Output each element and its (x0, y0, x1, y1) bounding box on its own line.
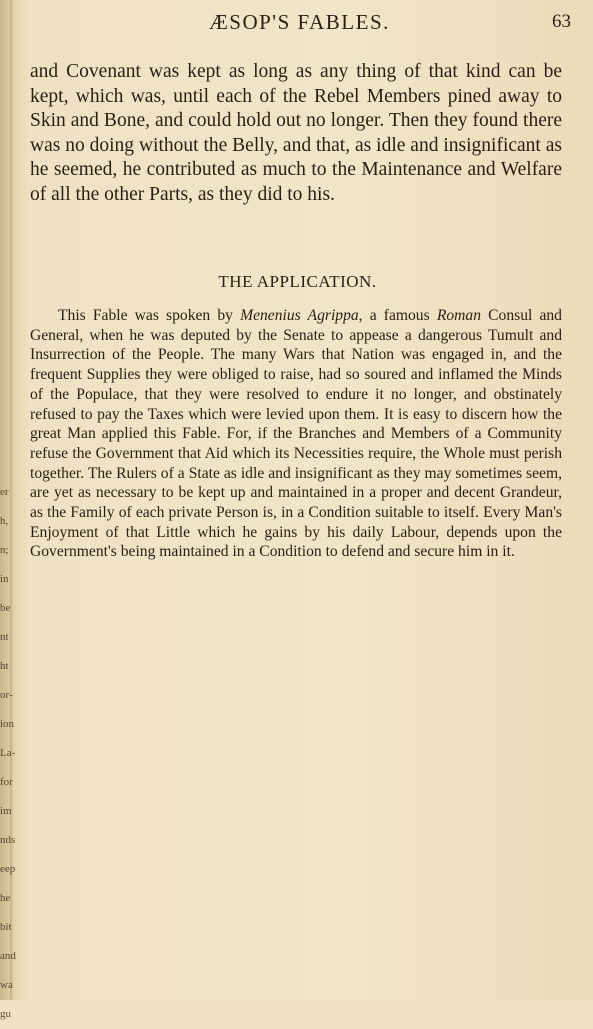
margin-fragment: he (0, 892, 11, 904)
margin-fragment: er (0, 486, 9, 498)
margin-fragment: nds (0, 834, 16, 846)
margin-fragment: h, (0, 515, 9, 527)
margin-fragment: n; (0, 544, 9, 556)
running-head (28, 10, 571, 36)
application-paragraph (30, 306, 562, 562)
margin-fragment: ht (0, 660, 9, 672)
margin-bleedthrough (0, 478, 22, 1029)
margin-fragment: im (0, 805, 12, 817)
margin-fragment: ion (0, 718, 15, 730)
margin-fragment: and (0, 950, 16, 962)
margin-fragment: for (0, 776, 13, 788)
running-title: ÆSOP'S FABLES. (209, 10, 390, 34)
margin-fragment: be (0, 602, 11, 614)
application-heading: THE APPLICATION. (218, 272, 377, 291)
margin-fragment: wa (0, 979, 13, 991)
word-roman: Roman (436, 307, 481, 324)
page-number: 63 (552, 11, 571, 32)
margin-fragment: or- (0, 689, 13, 701)
margin-fragment: nt (0, 631, 9, 643)
fable-paragraph: and Covenant was kept as long as any thing of that kind can be kept, which was, until each of the Rebel Members pined away to Skin and Bone, and could hold out no longer. Then they found there was no doing without the Belly, and that, as idle and insignificant as he seemed, he contributed as much to the Maintenance and Welfare of all the other Parts, as they did to his. (30, 61, 562, 205)
application-body: Consul and General, when he was deputed by the Senate to appease a dangerous Tumult and Insurrection of the People. The many Wars that Nation was engaged in, and the frequent Supplies they were obliged to raise, had so soured and inflamed the Minds of the Populace, that they were resolved to endure it no longer, and obstinately refused to pay the Taxes which were levied upon them. It is easy to discern how the great Man applied this Fable. For, if the Branches and Members of a Community refuse the Government that Aid which its Necessities require, the Whole must perish together. The Rulers of a State as idle and insignificant as they may sometimes seem, are yet as necessary to be kept up and maintained in a proper and decent Grandeur, as the Family of each private Person is, in a Condition suitable to itself. Every Man's Enjoyment of that Little which he gains by his daily Labour, depends upon the Government's being maintained in a Condition to defend and secure him in it. (30, 307, 562, 561)
application-intro: This Fable was spoken by (58, 307, 241, 324)
name-menenius-agrippa: Menenius Agrippa (240, 307, 359, 324)
margin-fragment: in (0, 573, 9, 585)
margin-fragment: eep (0, 863, 16, 875)
application-mid: , a famous (358, 307, 437, 324)
margin-fragment: bit (0, 921, 12, 933)
margin-fragment: La- (0, 747, 16, 759)
margin-fragment: gu (0, 1008, 11, 1020)
